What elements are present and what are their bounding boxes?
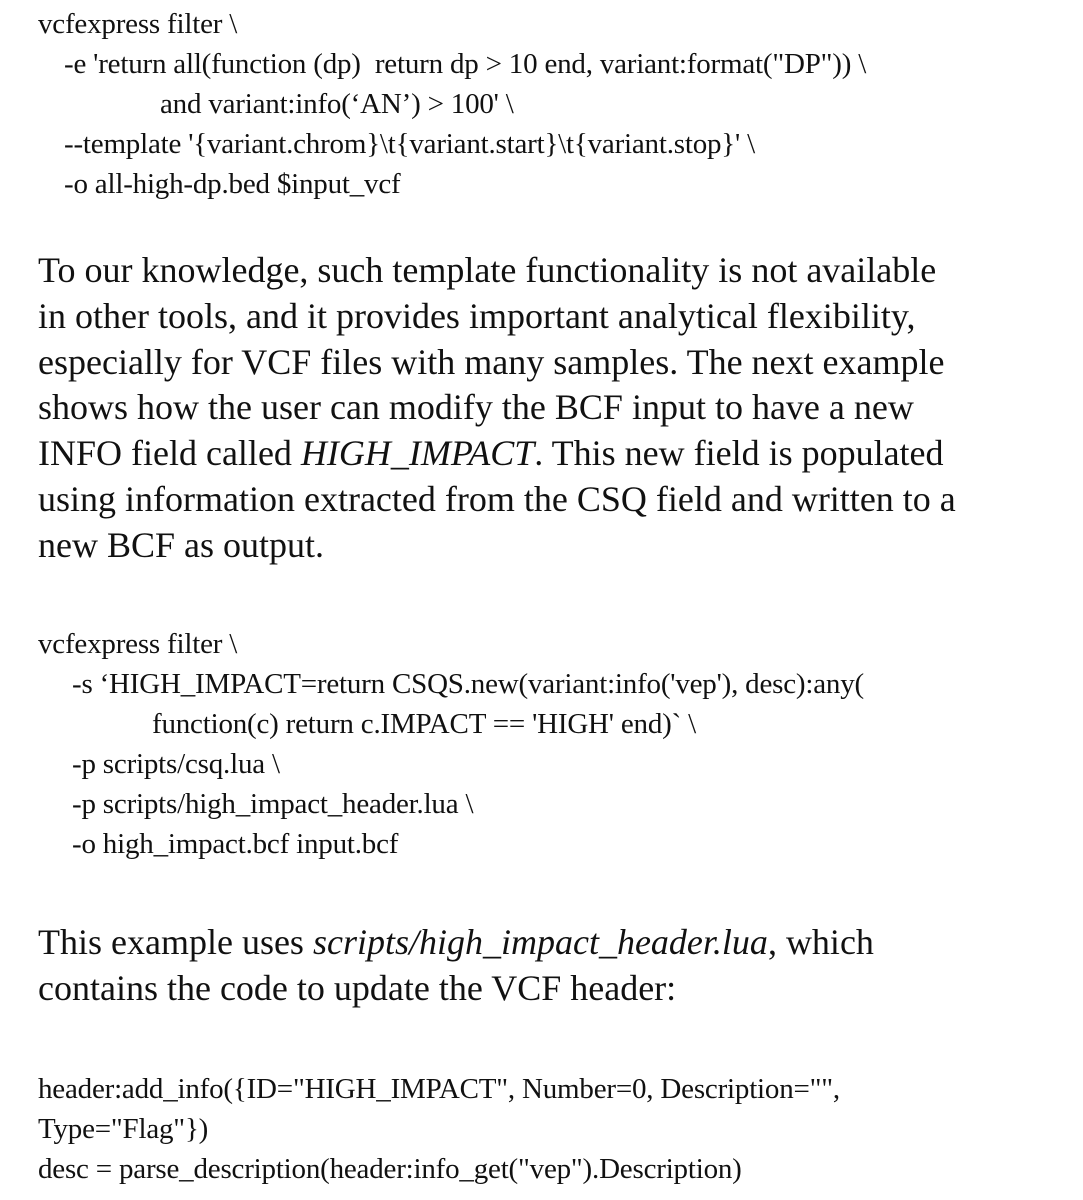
code-line: -e 'return all(function (dp) return dp > 10 end, variant:format("DP")) \ [64, 48, 867, 80]
script-path-italic: scripts/high_impact_header.lua [312, 922, 768, 962]
paragraph-line: contains the code to update the VCF header: [38, 967, 677, 1008]
code-line: -o high_impact.bcf input.bcf [72, 828, 399, 860]
paragraph-line [38, 920, 1068, 966]
code-line: -s ‘HIGH_IMPACT=return CSQS.new(variant:info('vep'), desc):any( [72, 668, 864, 700]
paragraph-text: This example uses [38, 922, 313, 962]
code-line: -p scripts/csq.lua \ [72, 748, 280, 780]
code-line: header:add_info({ID="HIGH_IMPACT", Number=0, Description="", [38, 1073, 840, 1105]
code-line: desc = parse_description(header:info_get("vep").Description) [38, 1153, 742, 1185]
paragraph-line: To our knowledge, such template functionality is not available [38, 250, 937, 290]
code-line: -o all-high-dp.bed $input_vcf [64, 168, 401, 200]
paragraph-text: . This new field is populated [534, 433, 944, 474]
paragraph-line: in other tools, and it provides important analytical flexibility, [38, 295, 916, 336]
field-name-italic: HIGH_IMPACT [300, 433, 535, 474]
paragraph-text: , which [767, 922, 874, 962]
paragraph-line: new BCF as output. [38, 524, 325, 565]
code-line: vcfexpress filter \ [38, 628, 238, 660]
paragraph-line: shows how the user can modify the BCF input to have a new [38, 387, 914, 428]
code-line: and variant:info(‘AN’) > 100' \ [160, 88, 514, 120]
paragraph-line: using information extracted from the CSQ field and written to a [38, 478, 956, 519]
code-line: -p scripts/high_impact_header.lua \ [72, 788, 474, 820]
paragraph-line [38, 431, 1068, 477]
paragraph-line: especially for VCF files with many samples. The next example [38, 341, 945, 382]
code-line: function(c) return c.IMPACT == 'HIGH' end)` \ [152, 708, 696, 740]
paragraph-text: INFO field called [38, 433, 301, 474]
code-line: --template '{variant.chrom}\t{variant.start}\t{variant.stop}' \ [64, 128, 755, 160]
body-paragraph-2 [38, 920, 1068, 1012]
body-paragraph-1 [38, 248, 1068, 569]
code-line: vcfexpress filter \ [38, 8, 238, 40]
code-line: Type="Flag"}) [38, 1113, 209, 1145]
